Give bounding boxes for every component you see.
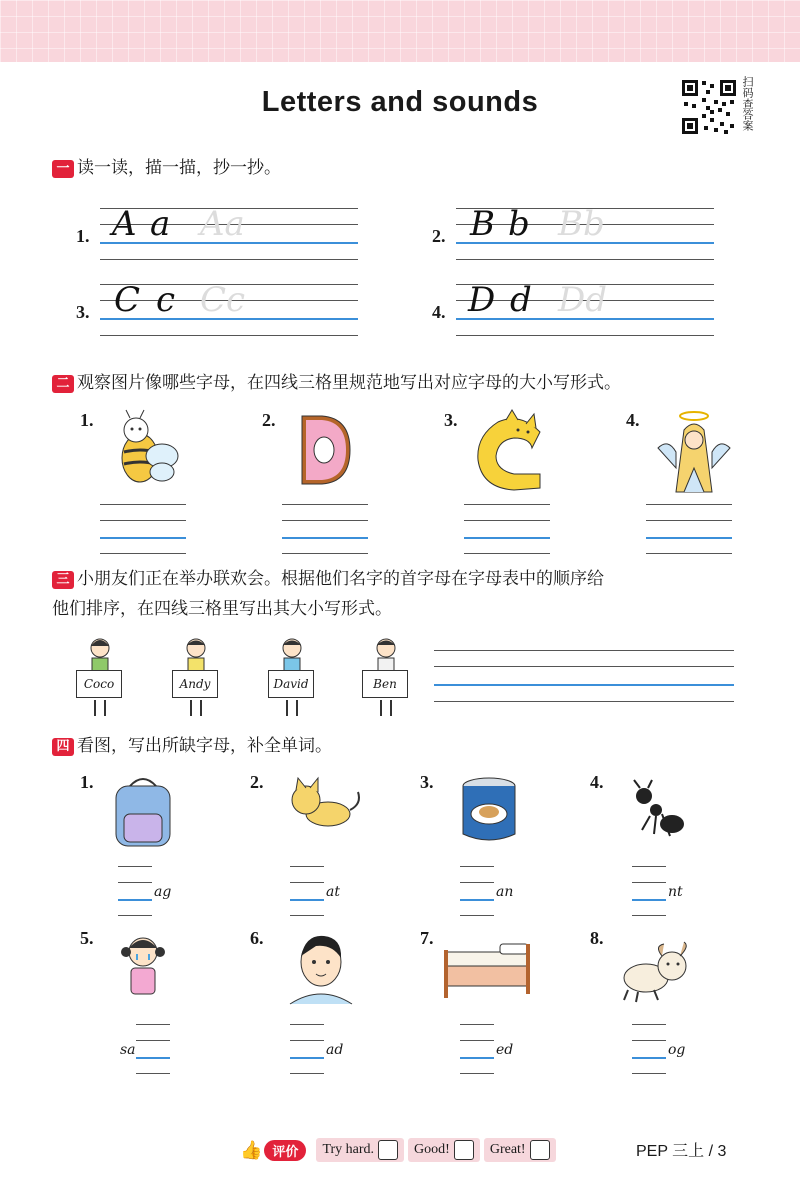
s1-item-4-faded: Dd [558,280,608,320]
donut-d-picture [296,412,356,488]
section-1-badge: 一 [52,160,74,178]
s4-item-7-word: ed [496,1042,514,1058]
name-sign-andy: Andy [172,670,218,698]
qr-code-icon [680,78,738,136]
eval-option-good-label: Good! [414,1142,450,1157]
s1-item-3-faded: Cc [200,280,246,320]
section-3-badge: 三 [52,571,74,589]
s4-item-4-lines [632,866,666,916]
section-1-instruction: 读一读，描一描，抄一抄。 [77,158,281,178]
bed-picture [440,940,534,1002]
s1-item-2-upper: B [470,204,495,244]
s2-item-3-lines [464,504,550,554]
eval-checkbox-try-hard[interactable] [378,1140,398,1160]
s1-item-1-num: 1. [76,226,90,246]
s4-item-3-num: 3. [420,772,434,792]
eval-option-try-hard[interactable] [316,1138,404,1162]
ant-picture [630,780,686,840]
cat-picture [282,776,362,836]
s4-item-1-num: 1. [80,772,94,792]
s4-item-7-num: 7. [420,928,434,948]
eval-option-try-hard-label: Try hard. [322,1142,375,1157]
s4-item-8-word: og [668,1042,686,1058]
s1-item-1-faded: Aa [200,204,245,244]
name-sign-ben: Ben [362,670,408,698]
cat-c-picture [470,408,554,494]
s4-item-3-word: an [496,884,514,900]
thumbs-up-icon: 👍 [240,1139,263,1160]
s1-item-1-upper: A [112,204,137,244]
s4-item-8-num: 8. [590,928,604,948]
eval-checkbox-great[interactable] [530,1140,550,1160]
s2-item-2-lines [282,504,368,554]
s1-item-4-num: 4. [432,302,446,322]
dog-picture [614,938,698,1004]
section-1-heading [52,155,281,181]
qr-note: 扫码查答案 [741,76,754,131]
s4-item-6-word: ad [326,1042,344,1058]
s4-item-6-num: 6. [250,928,264,948]
eval-option-great-label: Great! [489,1142,526,1157]
section-4-instruction: 看图，写出所缺字母，补全单词。 [77,736,332,756]
s4-item-2-num: 2. [250,772,264,792]
s4-item-2-word: at [326,884,340,900]
section-2-instruction: 观察图片像哪些字母，在四线三格里规范地写出对应字母的大小写形式。 [77,373,621,393]
s4-item-8-lines [632,1024,666,1074]
s2-item-1-num: 1. [80,410,94,430]
s1-item-2-faded: Bb [558,204,605,244]
section-4-badge: 四 [52,738,74,756]
section-3-instruction-2: 他们排序，在四线三格里写出其大小写形式。 [52,599,392,619]
s2-item-2-num: 2. [262,410,276,430]
s4-item-6-lines [290,1024,324,1074]
evaluation-label: 评价 [264,1140,306,1161]
s4-item-5-word: sa [120,1042,136,1058]
eval-option-good[interactable] [408,1138,480,1162]
s4-item-1-lines [118,866,152,916]
s1-item-3-upper: C [114,280,141,320]
sad-girl-picture [118,930,168,1006]
bee-picture [110,410,190,490]
s4-item-5-lines [136,1024,170,1074]
s1-item-2-num: 2. [432,226,446,246]
evaluation-bar [240,1136,560,1164]
s1-item-3-num: 3. [76,302,90,322]
s1-item-1-lower: a [150,204,171,244]
s2-item-1-lines [100,504,186,554]
can-picture [458,776,520,846]
page-title: Letters and sounds [261,86,539,118]
eval-checkbox-good[interactable] [454,1140,474,1160]
s4-item-2-lines [290,866,324,916]
s1-item-4-lower: d [510,280,532,320]
section-3-heading [52,566,604,592]
section-2-badge: 二 [52,375,74,393]
page-number: PEP 三上 / 3 [636,1143,727,1160]
name-sign-david: David [268,670,314,698]
s2-item-4-lines [646,504,732,554]
section-4-heading [52,733,332,759]
s4-item-5-num: 5. [80,928,94,948]
s4-item-7-lines [460,1024,494,1074]
boy-head-picture [286,930,356,1006]
s4-item-3-lines [460,866,494,916]
section-2-heading [52,370,621,396]
s2-item-3-num: 3. [444,410,458,430]
section-3-instruction-1: 小朋友们正在举办联欢会。根据他们名字的首字母在字母表中的顺序给 [77,569,604,589]
s2-item-4-num: 4. [626,410,640,430]
s1-item-4-upper: D [468,280,496,320]
s4-item-1-word: ag [154,884,172,900]
name-sign-coco: Coco [76,670,122,698]
bag-picture [108,776,178,850]
s4-item-4-word: nt [668,884,683,900]
s1-item-2-lower: b [508,204,530,244]
s1-item-3-lower: c [156,280,176,320]
eval-option-great[interactable] [484,1138,556,1162]
top-band [0,0,800,62]
s3-answer-lines [434,650,734,702]
s4-item-4-num: 4. [590,772,604,792]
angel-a-picture [654,408,734,494]
